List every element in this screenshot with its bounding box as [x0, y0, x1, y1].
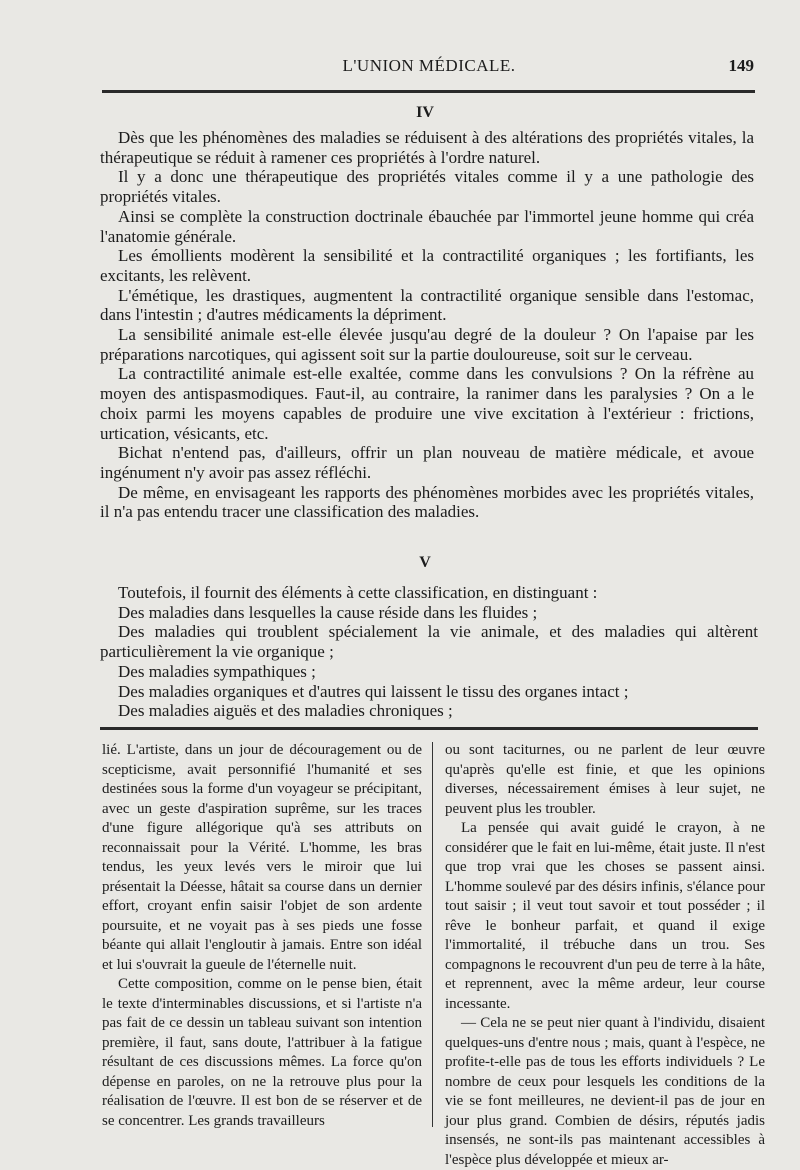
paragraph: Bichat n'entend pas, d'ailleurs, offrir un plan nouveau de matière médicale, et avoue ingénument n'y avoir pas assez réfléchi. — [100, 443, 754, 482]
paragraph: lié. L'artiste, dans un jour de découragement ou de scepticisme, avait personnifié l'humanité et ses destinées sous la forme d'un voyageur se précipitant, avec un geste d'aspiration suprême, sur les traces d'une figure allégorique qu'à ses attributs on reconnaissait pour la Vérité. L'homme, les bras tendus, les yeux levés vers le miroir que lui présentait la Déesse, hâtait sa course dans un dernier effort, croyant enfin saisir l'objet de son ardente poursuite, et ne voyait pas à ses pieds une fosse béante qui allait l'engloutir à jamais. Entre son idéal et lui s'ouvrait la gueule de l'éternelle nuit. — [102, 742, 422, 973]
paragraph: — Cela ne se peut nier quant à l'individu, disaient quelques-uns d'entre nous ; mais, quant à l'espèce, ne profite-t-elle pas de tous les efforts individuels ? Le nombre de ceux pour lesquels les conditions de la vie se font meilleures, ne devient-il pas de jour en jour plus grand. Combien de désirs, réputés jadis insensés, ne sont-ils pas maintenant accessibles à l'espèce plus développée et mieux ar- — [445, 1015, 765, 1168]
section-v-body — [100, 583, 758, 721]
feuilleton-right-column — [445, 741, 765, 1170]
list-item: Des maladies organiques et d'autres qui laissent le tissu des organes intact ; — [118, 681, 629, 701]
header-rule — [102, 90, 755, 93]
list-item: Des maladies aiguës et des maladies chroniques ; — [118, 701, 453, 721]
list-item: Des maladies sympathiques ; — [118, 661, 316, 681]
feuilleton-rule — [100, 727, 758, 730]
paragraph: L'émétique, les drastiques, augmentent la contractilité organique sensible dans l'estomac, dans l'intestin ; d'autres médicaments la dépriment. — [100, 285, 754, 325]
section-heading-v: V — [419, 554, 431, 571]
paragraph: Il y a donc une thérapeutique des propriétés vitales comme il y a une pathologie des propriétés vitales. — [100, 167, 754, 207]
list-item: Des maladies qui troublent spécialement la vie animale, et des maladies qui altèrent particulièrement la vie organique ; — [100, 622, 758, 662]
page-number: 149 — [728, 56, 754, 75]
paragraph: Les émollients modèrent la sensibilité et la contractilité organiques ; les fortifiants, les excitants, les relèvent. — [100, 246, 754, 285]
feuilleton-left-column — [102, 741, 422, 1131]
running-title: L'UNION MÉDICALE. — [342, 56, 516, 75]
section-heading-iv: IV — [416, 104, 434, 121]
page-header — [100, 56, 758, 84]
paragraph: Ainsi se complète la construction doctrinale ébauchée par l'immortel jeune homme qui créa l'anatomie générale. — [100, 206, 754, 246]
list-item: Des maladies dans lesquelles la cause réside dans les fluides ; — [118, 602, 538, 622]
paragraph: La pensée qui avait guidé le crayon, à ne considérer que le fait en lui-même, était juste. Il n'est que trop vrai que les choses se passent ainsi. L'homme soulevé par des désirs infinis, s'élance pour tout saisir ; il veut tout savoir et tout posséder ; il rêve le bonheur parfait, et quand il exige l'immortalité, il trébuche dans un trou. Ses compagnons le recouvrent d'un peu de terre à la hâte, et reprennent, avec la même ardeur, leur course incessante. — [445, 820, 765, 1012]
column-divider — [432, 742, 433, 1127]
paragraph: De même, en envisageant les rapports des phénomènes morbides avec les propriétés vitales, il n'a pas entendu tracer une classification des maladies. — [100, 482, 754, 522]
section-iv-body — [100, 128, 754, 522]
paragraph: La sensibilité animale est-elle élevée jusqu'au degré de la douleur ? On l'apaise par les préparations narcotiques, qui agissent soit sur la partie douloureuse, soit sur le cerveau. — [100, 325, 754, 364]
paragraph: ou sont taciturnes, ou ne parlent de leur œuvre qu'après qu'elle est finie, et que les opinions diverses, nécessairement émises à leur sujet, ne peuvent plus les troubler. — [445, 742, 765, 817]
paragraph: Toutefois, il fournit des éléments à cette classification, en distinguant : — [118, 583, 598, 602]
paragraph: La contractilité animale est-elle exaltée, comme dans les convulsions ? On la réfrène au moyen des antispasmodiques. Faut-il, au contraire, la ranimer dans les paralysies ? On a le choix parmi les moyens capables de produire une vive excitation à l'extérieur : frictions, urtication, vésicants, etc. — [100, 364, 754, 443]
paragraph: Cette composition, comme on le pense bien, était le texte d'interminables discussions, et si l'artiste n'a pas fait de ce dessin un tableau suivant son intention première, il faut, sans doute, l'attribuer à la fatigue résultant de ces discussions mêmes. La force qu'on dépense en paroles, on ne la retrouve plus pour la réalisation de l'œuvre. Il est bon de se réserver et de se concentrer. Les grands travailleurs — [102, 976, 422, 1129]
paragraph: Dès que les phénomènes des maladies se réduisent à des altérations des propriétés vitales, la thérapeutique se réduit à ramener ces propriétés à l'ordre naturel. — [100, 128, 754, 167]
